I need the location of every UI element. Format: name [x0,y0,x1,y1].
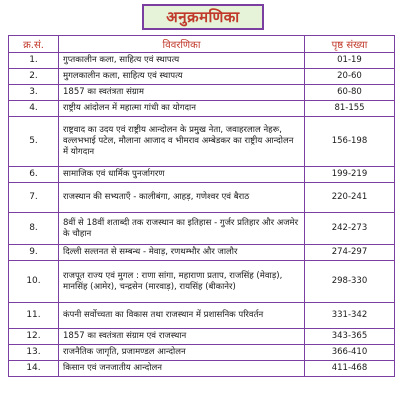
serial-cell: 6. [9,167,59,183]
pages-cell: 274-297 [305,245,395,261]
pages-cell: 199-219 [305,167,395,183]
topic-header: विवरणिका [59,36,305,53]
pages-cell: 20-60 [305,69,395,85]
serial-cell: 8. [9,213,59,245]
serial-cell: 11. [9,303,59,329]
topic-cell: 1857 का स्वतंत्रता संग्राम [59,85,305,101]
serial-cell: 2. [9,69,59,85]
pages-header: पृष्ठ संख्या [305,36,395,53]
serial-cell: 7. [9,183,59,213]
pages-cell: 156-198 [305,117,395,167]
topic-cell: मुगलकालीन कला, साहित्य एवं स्थापत्य [59,69,305,85]
topic-cell: गुप्तकालीन कला, साहित्य एवं स्थापत्य [59,53,305,69]
table-row [9,261,395,303]
header-row [9,36,395,53]
table-row [9,245,395,261]
pages-cell: 366-410 [305,345,395,361]
topic-cell: राष्ट्रीय आंदोलन में महात्मा गांधी का योगदान [59,101,305,117]
pages-cell: 81-155 [305,101,395,117]
title-box [142,4,264,30]
contents-table [8,35,395,377]
table-row [9,101,395,117]
pages-cell: 60-80 [305,85,395,101]
pages-cell: 220-241 [305,183,395,213]
pages-cell: 242-273 [305,213,395,245]
topic-cell: राष्ट्रवाद का उदय एवं राष्ट्रीय आन्दोलन के प्रमुख नेता, जवाहरलाल नेहरू, वल्लभभाई पटेल, मौलाना आजाद व भीमराव अम्बेडकर का राष्ट्रीय आन्दोलन में योगदान [59,117,305,167]
table-row [9,117,395,167]
table-row [9,53,395,69]
table-row [9,345,395,361]
serial-cell: 10. [9,261,59,303]
serial-header: क्र.सं. [9,36,59,53]
topic-cell: 8वीं से 18वीं शताब्दी तक राजस्थान का इतिहास - गुर्जर प्रतिहार और अजमेर के चौहान [59,213,305,245]
topic-cell: किसान एवं जनजातीय आन्दोलन [59,361,305,377]
table-row [9,69,395,85]
serial-cell: 1. [9,53,59,69]
serial-cell: 13. [9,345,59,361]
serial-cell: 14. [9,361,59,377]
pages-cell: 331-342 [305,303,395,329]
table-row [9,167,395,183]
topic-cell: सामाजिक एवं धार्मिक पुनर्जागरण [59,167,305,183]
table-row [9,183,395,213]
serial-cell: 9. [9,245,59,261]
table-row [9,85,395,101]
page-title: अनुक्रमणिका [166,8,240,26]
pages-cell: 411-468 [305,361,395,377]
pages-cell: 01-19 [305,53,395,69]
pages-cell: 298-330 [305,261,395,303]
table-row [9,303,395,329]
topic-cell: कंपनी सर्वोच्चता का विकास तथा राजस्थान में प्रशासनिक परिवर्तन [59,303,305,329]
topic-cell: राजपूत राज्य एवं मुगल : राणा सांगा, महाराणा प्रताप, राजसिंह (मेवाड़), मानसिंह (आमेर), चन्द्रसेन (मारवाड़), रायसिंह (बीकानेर) [59,261,305,303]
serial-cell: 4. [9,101,59,117]
topic-cell: राजस्थान की सभ्यताएँ - कालीबंगा, आहड़, गणेश्वर एवं बैराठ [59,183,305,213]
topic-cell: राजनैतिक जागृति, प्रजामण्डल आन्दोलन [59,345,305,361]
table-row [9,213,395,245]
serial-cell: 5. [9,117,59,167]
table-row [9,361,395,377]
topic-cell: दिल्ली सल्तनत से सम्बन्ध - मेवाड़, रणथम्भौर और जालौर [59,245,305,261]
topic-cell: 1857 का स्वतंत्रता संग्राम एवं राजस्थान [59,329,305,345]
serial-cell: 12. [9,329,59,345]
table-row [9,329,395,345]
serial-cell: 3. [9,85,59,101]
pages-cell: 343-365 [305,329,395,345]
